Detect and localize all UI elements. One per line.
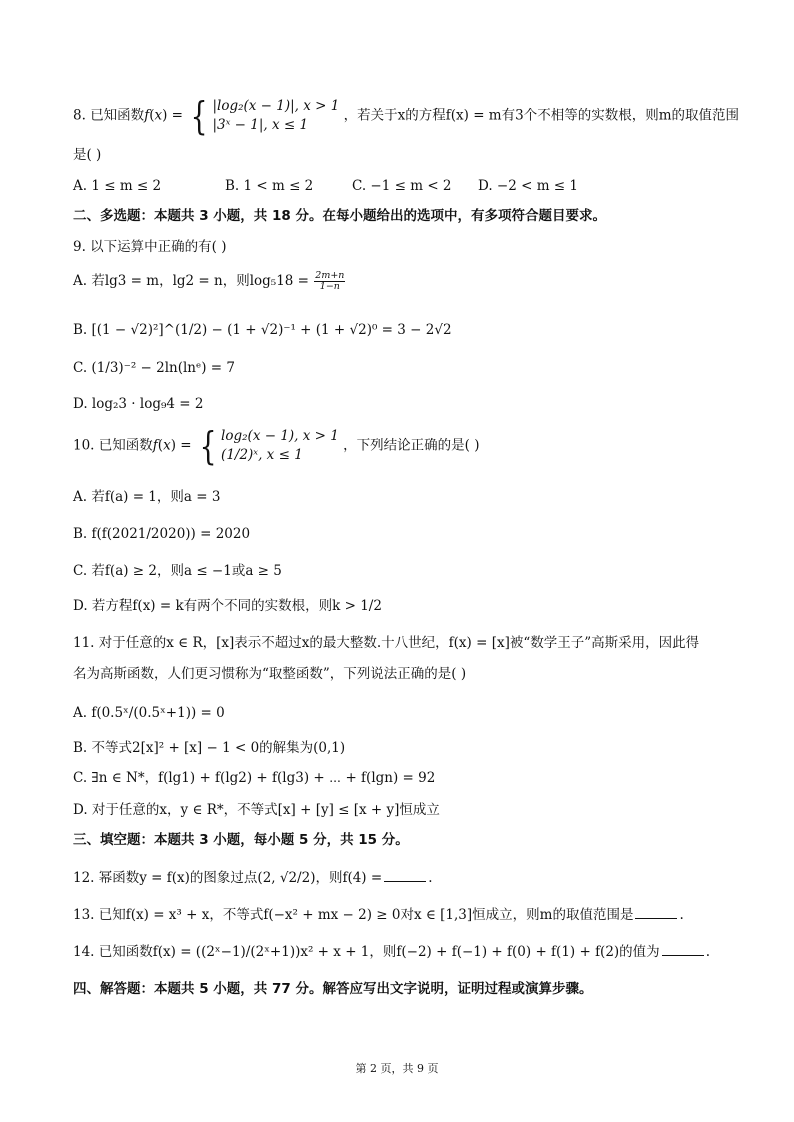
q8-tail: ，若关于x的方程f(x) = m有3个不相等的实数根，则m的取值范围 xyxy=(343,107,739,124)
section-4-heading: 四、解答题：本题共 5 小题，共 77 分。解答应写出文字说明，证明过程或演算步骤。 xyxy=(73,981,593,997)
q9-option-c: C. (1/3)⁻² − 2ln(lnᵉ) = 7 xyxy=(73,360,235,376)
q12: 12. 幂函数y = f(x)的图象过点(2, √2/2)，则f(4) = . xyxy=(73,870,433,886)
section-3-heading: 三、填空题：本题共 3 小题，每小题 5 分，共 15 分。 xyxy=(73,832,409,848)
q8-case1: |log₂(x − 1)|, x > 1 xyxy=(212,98,340,114)
q10-case2: (1/2)ˣ, x ≤ 1 xyxy=(221,447,303,463)
page-footer: 第 2 页，共 9 页 xyxy=(355,1062,439,1075)
q11-option-d: D. 对于任意的x，y ∈ R*，不等式[x] + [y] ≤ [x + y]恒成立 xyxy=(73,802,440,818)
q8-piecewise: { |log₂(x − 1)|, x > 1 |3ˣ − 1|, x ≤ 1 xyxy=(190,94,340,138)
q8-option-d: D. −2 < m ≤ 1 xyxy=(478,178,579,194)
q14: 14. 已知函数f(x) = ((2ˣ−1)/(2ˣ+1))x² + x + 1，则f(−2) + f(−1) + f(0) + f(1) + f(2)的值为 . xyxy=(73,944,710,960)
q8-line2: 是( ) xyxy=(73,147,102,163)
q9-option-d: D. log₂3 · log₉4 = 2 xyxy=(73,396,204,412)
q11-line1: 11. 对于任意的x ∈ R，[x]表示不超过x的最大整数.十八世纪，f(x) = [x]被“数学王子”高斯采用，因此得 xyxy=(73,635,700,651)
q8-stem: 已知函数 xyxy=(90,107,145,124)
q10-line1: 10. 已知函数f(x) = { log₂(x − 1), x > 1 (1/2)ˣ, x ≤ 1 ，下列结论正确的是( ) xyxy=(73,424,480,468)
q11-option-c: C. ∃n ∈ N*，f(lg1) + f(lg2) + f(lg3) + ⋯ + f(lgn) = 92 xyxy=(73,770,436,786)
q9-option-a-fraction: $\frac{2m+n}{1-n}$ xyxy=(315,270,345,292)
q10-num: 10. xyxy=(73,437,95,454)
q9-option-b: B. [(1 − √2)²]^(1/2) − (1 + √2)⁻¹ + (1 + √2)⁰ = 3 − 2√2 xyxy=(73,322,452,338)
q11-option-a: A. f(0.5ˣ/(0.5ˣ+1)) = 0 xyxy=(73,705,225,721)
q14-text: 14. 已知函数f(x) = ((2ˣ−1)/(2ˣ+1))x² + x + 1，则f(−2) + f(−1) + f(0) + f(1) + f(2)的值为 xyxy=(73,944,660,960)
q13-text: 13. 已知f(x) = x³ + x，不等式f(−x² + mx − 2) ≥ 0对x ∈ [1,3]恒成立，则m的取值范围是 xyxy=(73,907,634,923)
q10-tail: ，下列结论正确的是( ) xyxy=(343,437,480,454)
q10-option-a: A. 若f(a) = 1，则a = 3 xyxy=(73,489,221,505)
q10-piecewise: { log₂(x − 1), x > 1 (1/2)ˣ, x ≤ 1 xyxy=(199,424,339,468)
q12-answer-blank[interactable] xyxy=(384,881,426,882)
q13: 13. 已知f(x) = x³ + x，不等式f(−x² + mx − 2) ≥ 0对x ∈ [1,3]恒成立，则m的取值范围是 . xyxy=(73,907,684,923)
q11-line2: 名为高斯函数，人们更习惯称为“取整函数”，下列说法正确的是( ) xyxy=(73,666,467,682)
q10-option-b: B. f(f(2021/2020)) = 2020 xyxy=(73,526,251,542)
q10-stem: 已知函数 xyxy=(98,437,153,454)
q8-option-b: B. 1 < m ≤ 2 xyxy=(225,178,314,194)
q14-answer-blank[interactable] xyxy=(662,955,704,956)
q8-line1: 8. 已知函数f(x) = { |log₂(x − 1)|, x > 1 |3ˣ − 1|, x ≤ 1 ，若关于x的方程f(x) = m有3个不相等的实数根，则m的取值范围 xyxy=(73,94,739,138)
q13-answer-blank[interactable] xyxy=(635,918,677,919)
q9-stem: 9. 以下运算中正确的有( ) xyxy=(73,239,227,255)
q8-options xyxy=(73,177,578,195)
q10-case1: log₂(x − 1), x > 1 xyxy=(221,428,339,444)
q8-num: 8. xyxy=(73,107,86,124)
q10-option-c: C. 若f(a) ≥ 2，则a ≤ −1或a ≥ 5 xyxy=(73,563,282,579)
section-2-heading: 二、多选题：本题共 3 小题，共 18 分。在每小题给出的选项中，有多项符合题目要求。 xyxy=(73,208,606,224)
q8-option-a: A. 1 ≤ m ≤ 2 xyxy=(73,178,162,194)
q10-option-d: D. 若方程f(x) = k有两个不同的实数根，则k > 1/2 xyxy=(73,598,382,614)
q9-option-a-text: A. 若lg3 = m，lg2 = n，则log₅18 = xyxy=(73,273,309,289)
q8-case2: |3ˣ − 1|, x ≤ 1 xyxy=(212,117,309,133)
q11-option-b: B. 不等式2[x]² + [x] − 1 < 0的解集为(0,1) xyxy=(73,740,346,756)
q8-option-c: C. −1 ≤ m < 2 xyxy=(352,178,452,194)
q12-text: 12. 幂函数y = f(x)的图象过点(2, √2/2)，则f(4) = xyxy=(73,870,383,886)
q9-option-a xyxy=(73,271,346,292)
